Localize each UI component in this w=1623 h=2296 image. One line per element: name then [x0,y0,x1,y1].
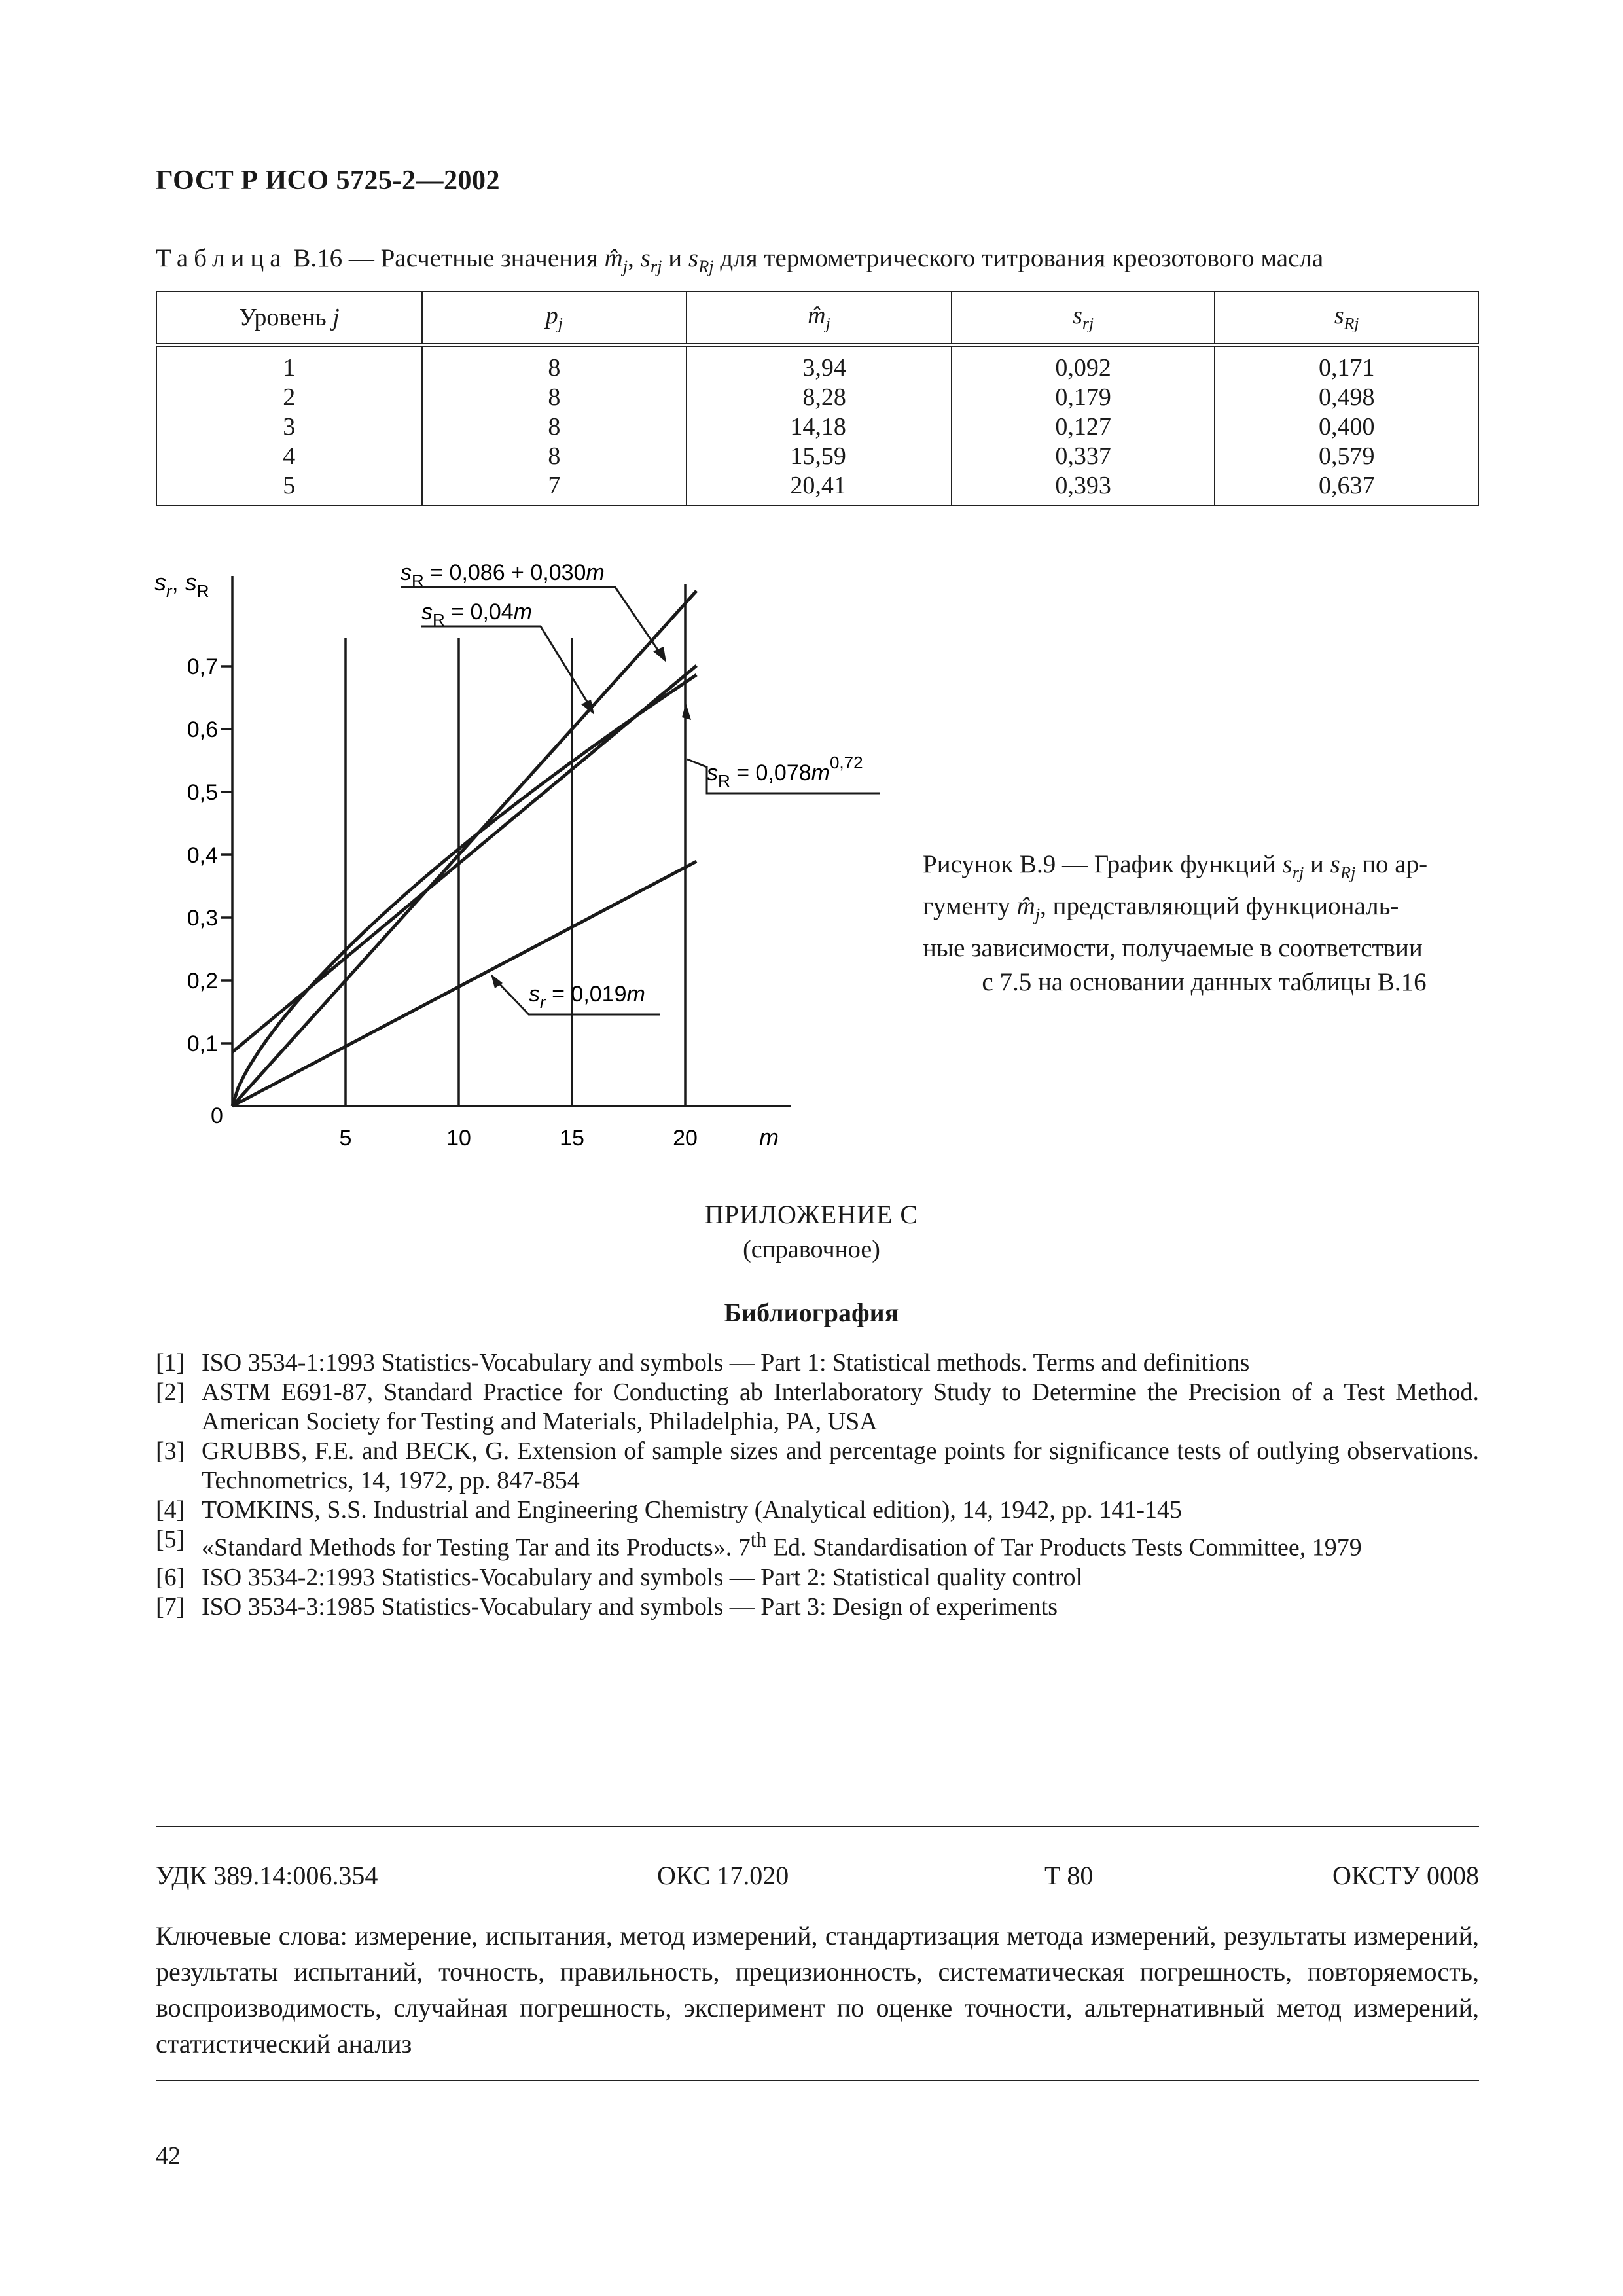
arrowhead-icon [682,703,691,720]
bibliography-text-part: «Standard Methods for Testing Tar and its Products». 7 [202,1534,751,1562]
y-tick-label: 0,6 [187,717,218,742]
keywords-paragraph: Ключевые слова: измерение, испытания, метод измерений, стандартизация метода измерений, результаты измерений, результаты испытаний, точность, правильность, прецизионность, систематическая погрешность, повторяемость, воспроизводимость, случайная погрешность, эксперимент по оценке точности, альтернативный метод измерений, статистический анализ [156,1921,1479,2058]
table-caption-s-sub: rj [650,256,662,276]
series-sR-proportional [232,591,696,1106]
bibliography-item [156,1592,1479,1622]
table-caption-sR-sub: Rj [698,256,714,276]
header-p-symbol: p [545,302,558,330]
bibliography-superscript: th [750,1528,767,1551]
table-caption-prefix: Таблица [156,244,287,272]
cell-sr: 0,337 [952,442,1215,471]
cell-sR: 0,637 [1215,471,1478,505]
header-p-sub: j [558,314,563,333]
header-m-symbol: m̂ [808,302,826,330]
table-caption-sep: , [628,244,634,272]
table-caption-m-symbol: m̂ [604,244,623,272]
bibliography-number: [4] [156,1496,185,1524]
header-sr-sub: rj [1082,314,1094,333]
eq-sR-linear-label: $s_R = 0,086 + 0,030m$ [401,560,605,590]
figure-caption-line-2 [923,889,1486,931]
bibliography-text: ISO 3534-3:1985 Statistics-Vocabulary and symbols — Part 3: Design of experiments [202,1592,1058,1621]
bibliography-item [156,1378,1479,1437]
udk-code: УДК 389.14:006.354 [156,1861,378,1890]
x-tick-label: 15 [560,1126,584,1151]
header-level-label: Уровень [238,304,327,331]
y-tick-label: 0,1 [187,1031,218,1056]
origin-label: 0 [211,1103,223,1128]
header-level-symbol: j [332,304,340,331]
bibliography-text [202,1525,1479,1563]
bibliography-item [156,1525,1479,1563]
table-caption-text-1: Расчетные значения [380,244,598,272]
bibliography-number: [2] [156,1378,185,1406]
cell-sR: 0,400 [1215,412,1478,442]
header-m-sub: j [825,314,830,333]
figure-caption-symbol: m̂ [1016,891,1035,920]
cell-sR: 0,498 [1215,383,1478,412]
footer-divider-bottom [156,2080,1479,2081]
y-tick-label: 0,5 [187,780,218,805]
oks-code: ОКС 17.020 [657,1861,789,1890]
header-sR-symbol: s [1334,302,1344,330]
table-caption-number: B.16 — [293,244,374,272]
y-tick-label: 0,3 [187,906,218,931]
x-tick-label: 20 [673,1126,698,1151]
cell-p: 8 [422,383,687,412]
bibliography-number: [7] [156,1592,185,1621]
eq-sr-label: $s_r = 0,019m$ [529,982,645,1012]
cell-level: 3 [156,412,422,442]
bibliography-list [156,1348,1479,1622]
x-tick-label: 5 [339,1126,352,1151]
cell-m: 20,41 [687,471,952,505]
cell-sr: 0,179 [952,383,1215,412]
table-caption-sR-symbol: s [688,244,699,272]
cell-m: 3,94 [687,345,952,383]
figure-caption-text: и [1310,850,1324,878]
series-sR-power [232,675,696,1106]
figure-caption-line-4: с 7.5 на основании данных таблицы B.16 [982,967,1427,996]
table-caption-and: и [668,244,683,272]
figure-caption-line-3: ные зависимости, получаемые в соответствии [923,933,1423,962]
bibliography-text: GRUBBS, F.E. and BECK, G. Extension of sample sizes and percentage points for significance tests of outlying observations. Technometrics, 14, 1972, pp. 847-854 [202,1437,1479,1494]
bibliography-item [156,1563,1479,1592]
y-axis-label: $s_r$, $s_R$ [154,569,209,601]
arrowhead-icon [653,647,666,662]
figure-caption-subscript: j [1035,904,1041,924]
header-sr-symbol: s [1073,302,1082,330]
bibliography-text: ISO 3534-1:1993 Statistics-Vocabulary and symbols — Part 1: Statistical methods. Terms and definitions [202,1349,1250,1376]
y-tick-label: 0,4 [187,843,218,868]
header-sR-sub: Rj [1344,314,1359,333]
bibliography-text-part: Ed. Standardisation of Tar Products Tests Committee, 1979 [766,1534,1362,1562]
cell-sr: 0,092 [952,345,1215,383]
eq-sR-proportional-label: $s_R = 0,04m$ [421,600,533,630]
figure-caption-subscript: Rj [1340,862,1356,882]
eq-sR-proportional-leader [421,626,590,707]
cell-p: 7 [422,471,687,505]
bibliography-number: [6] [156,1563,185,1591]
bibliography-number: [1] [156,1349,185,1376]
bibliography-text: ASTM E691-87, Standard Practice for Conducting ab Interlaboratory Study to Determine the Precision of a Test Method. American Society for Testing and Materials, Philadelphia, PA, USA [202,1378,1479,1435]
cell-m: 15,59 [687,442,952,471]
bibliography-text: TOMKINS, S.S. Industrial and Engineering Chemistry (Analytical edition), 14, 1942, pp. 141-145 [202,1496,1183,1524]
figure-caption-text: гументу [923,891,1010,920]
figure-caption-text: Рисунок B.9 — График функций [923,850,1276,878]
cell-level: 5 [156,471,422,505]
cell-level: 1 [156,345,422,383]
cell-m: 8,28 [687,383,952,412]
page-number: 42 [156,2142,181,2170]
figure-caption-subscript: rj [1292,862,1304,882]
appendix-title: ПРИЛОЖЕНИЕ C [704,1200,919,1229]
footer-divider-top [156,1826,1479,1827]
figure-caption-text: , представляющий функциональ- [1040,891,1399,920]
figure-caption-symbol: s [1282,850,1293,878]
table-caption-text-2: для термометрического титрования креозотового масла [720,244,1324,272]
cell-p: 8 [422,442,687,471]
figure-caption-text: по ар- [1362,850,1428,878]
figure-caption-line-1 [923,848,1486,889]
cell-level: 4 [156,442,422,471]
figure-caption-symbol: s [1330,850,1340,878]
cell-sR: 0,579 [1215,442,1478,471]
x-tick-label: 10 [446,1126,471,1151]
eq-sR-power-label: $s_R = 0,078m^{0,72}$ [707,753,863,791]
cell-sr: 0,393 [952,471,1215,505]
bibliography-item [156,1496,1479,1525]
cell-sR: 0,171 [1215,345,1478,383]
cell-p: 8 [422,345,687,383]
bibliography-item [156,1437,1479,1496]
cell-level: 2 [156,383,422,412]
y-tick-label: 0,2 [187,969,218,994]
t-code: Т 80 [1044,1861,1094,1890]
cell-p: 8 [422,412,687,442]
bibliography-number: [3] [156,1437,185,1465]
table-caption-s-symbol: s [640,244,651,272]
document-title: ГОСТ Р ИСО 5725-2—2002 [156,166,501,196]
bibliography-number: [5] [156,1526,185,1553]
appendix-subtitle: (справочное) [743,1236,880,1263]
bibliography-item [156,1348,1479,1378]
y-tick-label: 0,7 [187,655,218,679]
cell-sr: 0,127 [952,412,1215,442]
x-axis-label: m [759,1124,779,1151]
okstu-code: ОКСТУ 0008 [1332,1861,1479,1890]
cell-m: 14,18 [687,412,952,442]
figure-caption [923,848,1486,999]
bibliography-title: Библиография [724,1298,899,1327]
bibliography-text: ISO 3534-2:1993 Statistics-Vocabulary and symbols — Part 2: Statistical quality control [202,1563,1083,1591]
table-caption-m-sub: j [622,256,628,276]
